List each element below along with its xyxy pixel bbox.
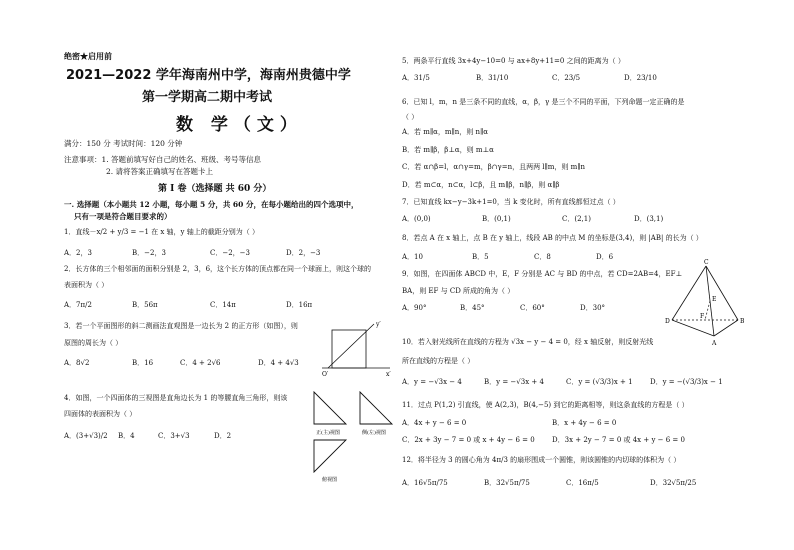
question-6-opt-b: B．若 m∥β，β⊥α，则 m⊥α: [402, 146, 494, 154]
question-8-opt-b: B．5: [472, 253, 489, 261]
question-2-opt-d: D．16π: [286, 301, 313, 309]
question-7-stem: 7．已知直线 kx−y−3k+1=0，当 k 变化时，所有直线都恒过点（ ）: [402, 198, 620, 206]
subject-title: 数 学（文）: [176, 115, 303, 135]
question-5-opt-b: B．31/10: [476, 74, 509, 82]
question-6-stem: 6．已知 l，m，n 是三条不同的直线，α，β，γ 是三个不同的平面，下列命题一定正确的是: [402, 98, 685, 106]
question-5-opt-a: A．31/5: [402, 74, 430, 82]
question-9-opt-c: C．60°: [520, 304, 545, 312]
vertex-c-label: C: [704, 259, 709, 266]
question-4-stem2: 四面体的表面积为（ ）: [64, 410, 137, 418]
question-12-opt-b: B．32√5π/75: [484, 479, 530, 487]
question-9-opt-d: D．30°: [580, 304, 606, 312]
vertex-b-label: B: [740, 318, 745, 325]
question-1-opt-c: C．−2，−3: [210, 249, 250, 257]
edge-ba: [714, 320, 738, 336]
question-3-stem: 3．若一个平面图形的斜二测画法直观图是一边长为 2 的正方形（如图），则: [64, 322, 298, 330]
question-6-opt-c: C．若 α∩β=l，α∩γ=m，β∩γ=n，且两两 l∥m，则 m∥n: [402, 163, 586, 171]
question-3-opt-c: C．4 + 2√6: [180, 359, 221, 367]
question-10-opt-b: B．y = −√3x + 4: [484, 378, 544, 386]
question-10-stem: 10．若入射光线所在直线的方程为 √3x − y − 4 = 0，经 x 轴反射，则反射光线: [402, 338, 654, 346]
side-view-triangle: [360, 392, 392, 424]
question-3-opt-a: A．8√2: [64, 359, 90, 367]
y-axis-line: [328, 324, 374, 368]
question-6-stem2: （ ）: [402, 113, 419, 121]
question-1-opt-d: D．2，−3: [286, 249, 321, 257]
question-9-tetrahedron-figure: [664, 256, 746, 348]
vertex-d-label: D: [665, 318, 670, 325]
question-11-opt-b: B．x + 4y − 6 = 0: [552, 419, 617, 427]
question-5-opt-d: D．23/10: [624, 74, 657, 82]
point-e-label: E: [712, 296, 717, 303]
question-1-opt-b: B．−2，3: [132, 249, 166, 257]
question-9-stem: 9．如图，在四面体 ABCD 中，E，F 分别是 AC 与 BD 的中点，若 CD=2AB=4，EF⊥: [402, 270, 683, 278]
question-9-stem2: BA，则 EF 与 CD 所成的角为（ ）: [402, 287, 515, 295]
question-11-opt-c: C．2x + 3y − 7 = 0 或 x + 4y − 6 = 0: [402, 436, 535, 444]
question-2-opt-b: B．56π: [132, 301, 158, 309]
notes-line1: 注意事项：1. 答题前填写好自己的姓名、班级、考号等信息: [64, 155, 262, 164]
square-shape: [332, 330, 366, 368]
edge-da: [672, 320, 714, 336]
question-2-opt-c: C．14π: [210, 301, 236, 309]
question-12-stem: 12．将半径为 3 的圆心角为 4π/3 的扇形围成一个圆锥，则该圆锥的内切球的体积为（ ）: [402, 456, 681, 464]
top-view-triangle: [314, 440, 346, 472]
question-9-opt-a: A．90°: [402, 304, 427, 312]
question-8-opt-a: A．10: [402, 253, 423, 261]
question-11-opt-d: D．3x + 2y − 7 = 0 或 4x + y − 6 = 0: [552, 436, 685, 444]
segment-ef: [705, 301, 710, 320]
notes-line2: 2. 请将答案正确填写在答题卡上: [106, 167, 214, 176]
question-11-stem: 11．过点 P(1,2) 引直线，使 A(2,3)，B(4,−5) 到它的距离相等，则这条直线的方程是（ ）: [402, 401, 689, 409]
side-view-label: 侧(左)视图: [362, 430, 386, 436]
question-4-opt-b: B．4: [118, 432, 135, 440]
edge-cd: [672, 266, 706, 320]
section1-instr1: 一. 选择题（本小题共 12 小题，每小题 5 分，共 60 分，在每小题给出的四个选项中，: [64, 200, 359, 209]
front-view-label: 正(主)视图: [316, 430, 340, 436]
exam-title-line1: 2021—2022 学年海南州中学，海南州贵德中学: [66, 68, 351, 83]
question-8-stem: 8．若点 A 在 x 轴上，点 B 在 y 轴上，线段 AB 的中点 M 的坐标是(3,4)，则 |AB| 的长为（ ）: [402, 234, 703, 242]
question-4-stem: 4．如图，一个四面体的三视图是直角边长为 1 的等腰直角三角形，则该: [64, 394, 288, 402]
front-view-triangle: [314, 392, 346, 424]
question-8-opt-c: C．8: [534, 253, 551, 261]
score-time-info: 满分：150 分 考试时间：120 分钟: [64, 139, 183, 148]
question-3-figure: [316, 318, 396, 378]
top-view-label: 俯视图: [322, 477, 338, 483]
label-y-prime: y′: [376, 321, 381, 328]
question-3-opt-b: B．16: [132, 359, 154, 367]
question-7-opt-a: A．(0,0): [402, 215, 431, 223]
question-2-stem: 2．长方体的三个相邻面的面积分别是 2，3，6，这个长方体的顶点都在同一个球面上，则这个球的: [64, 265, 372, 273]
question-7-opt-b: B．(0,1): [482, 215, 511, 223]
confidential-mark: 绝密★启用前: [64, 51, 112, 61]
section1-instr2: 只有一项是符合题目要求的）: [74, 212, 172, 221]
question-7-opt-d: D．(3,1): [634, 215, 664, 223]
question-5-stem: 5．两条平行直线 3x+4y−10=0 与 ax+8y+11=0 之间的距离为（ ）: [402, 57, 625, 65]
question-2-opt-a: A．7π/2: [64, 301, 92, 309]
question-12-opt-d: D．32√5π/25: [650, 479, 697, 487]
question-1-stem: 1．直线－x/2 + y/3 = −1 在 x 轴，y 轴上的截距分别为（ ）: [64, 228, 259, 236]
question-5-opt-c: C．23/5: [552, 74, 581, 82]
label-o-prime: O′: [322, 371, 329, 378]
question-10-opt-c: C．y = (√3/3)x + 1: [566, 378, 633, 386]
exam-title-line2: 第一学期高二期中考试: [142, 90, 273, 105]
question-12-opt-c: C．16π/5: [566, 479, 599, 487]
question-11-opt-a: A．4x + y − 6 = 0: [402, 419, 467, 427]
vertex-a-label: A: [712, 340, 717, 347]
question-4-opt-c: C．3+√3: [158, 432, 190, 440]
question-9-opt-b: B．45°: [460, 304, 485, 312]
question-6-opt-a: A．若 m∥α，m∥n，则 n∥α: [402, 128, 488, 136]
question-4-opt-a: A．(3+√3)/2: [64, 432, 108, 440]
question-3-stem2: 原图的周长为（ ）: [64, 339, 123, 347]
question-8-opt-d: D．6: [596, 253, 614, 261]
question-10-opt-d: D．y = −(√3/3)x − 1: [650, 378, 723, 386]
question-12-opt-a: A．16√5π/75: [402, 479, 448, 487]
section1-title: 第 I 卷（选择题 共 60 分）: [158, 184, 272, 194]
question-10-opt-a: A．y = −√3x − 4: [402, 378, 462, 386]
question-6-opt-d: D．若 m⊂α，n⊂α，l⊂β，且 m∥β，n∥β，则 α∥β: [402, 181, 560, 189]
question-4-opt-d: D．2: [214, 432, 232, 440]
edge-cb: [706, 266, 738, 320]
question-7-opt-c: C．(2,1): [562, 215, 591, 223]
question-2-stem2: 表面积为（ ）: [64, 281, 109, 289]
question-10-stem2: 所在直线的方程是（ ）: [402, 357, 475, 365]
label-x-prime: x′: [386, 371, 391, 378]
question-4-three-views: [310, 388, 400, 484]
point-f-label: F: [700, 313, 705, 320]
question-3-opt-d: D．4 + 4√3: [258, 359, 299, 367]
question-1-opt-a: A．2，3: [64, 249, 92, 257]
